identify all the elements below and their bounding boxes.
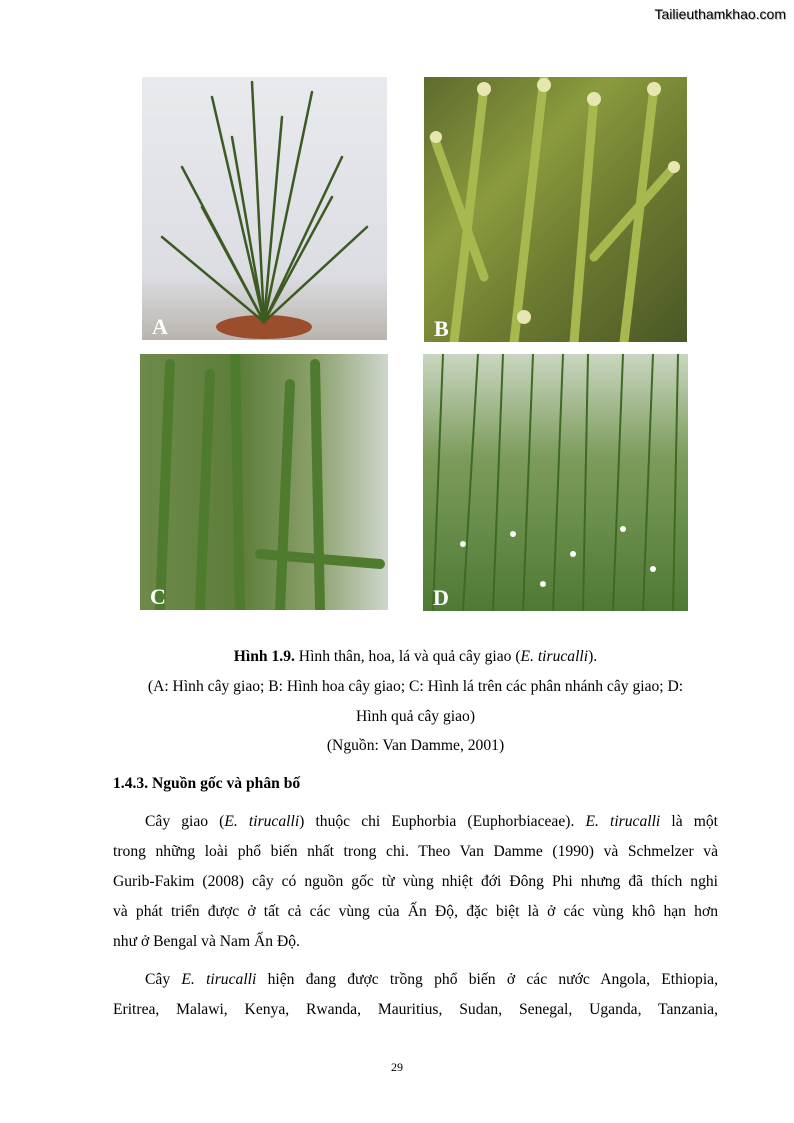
paragraph-line: trong những loài phổ biến nhất trong chi. Theo Van Damme (1990) và Schmelzer và [113, 843, 718, 860]
watermark: Tailieuthamkhao.com [654, 6, 786, 22]
species: E. tirucalli [585, 813, 661, 830]
text: Cây [145, 971, 182, 988]
photo-d-fruits [423, 354, 688, 611]
caption-species: E. tirucalli [520, 648, 589, 665]
paragraph-line: như ở Bengal và Nam Ấn Độ. [113, 933, 300, 950]
panel-label: C [150, 584, 166, 609]
caption-end: ). [588, 648, 598, 665]
text: ) thuộc chi Euphorbia (Euphorbiaceae). [299, 813, 586, 830]
photo-c-branches [140, 354, 388, 610]
figure-caption [113, 642, 718, 672]
text: hiện đang được trồng phổ biến ở các nước Angola, Ethiopia, [256, 971, 718, 988]
page-number: 29 [391, 1060, 403, 1074]
paragraph-line: và phát triển được ở tất cả các vùng của Ấn Độ, đặc biệt là ở các vùng khô hạn hơn [113, 903, 718, 920]
figure-legend: (A: Hình cây giao; B: Hình hoa cây giao; C: Hình lá trên các phân nhánh cây giao; D: [147, 678, 684, 695]
figure-source: (Nguồn: Van Damme, 2001) [326, 737, 505, 754]
species: E. tirucalli [181, 971, 257, 988]
text: là một [660, 813, 718, 830]
paragraph-line [113, 965, 718, 995]
species: E. tirucalli [224, 813, 300, 830]
panel-label: A [152, 314, 168, 339]
caption-text: Hình thân, hoa, lá và quả cây giao ( [294, 648, 521, 665]
paragraph-line: Eritrea, Malawi, Kenya, Rwanda, Mauritius, Sudan, Senegal, Uganda, Tanzania, [113, 1001, 718, 1018]
photo-b-flowers [424, 77, 687, 342]
text: Cây giao ( [145, 813, 225, 830]
figure-legend-cont: Hình quả cây giao) [355, 708, 476, 725]
photo-a-whole-plant [142, 77, 387, 340]
panel-label: B [434, 316, 449, 341]
section-heading: 1.4.3. Nguồn gốc và phân bố [113, 775, 301, 792]
paragraph-line: Gurib-Fakim (2008) cây có nguồn gốc từ vùng nhiệt đới Đông Phi nhưng đã thích nghi [113, 873, 718, 890]
panel-label: D [433, 585, 449, 610]
paragraph-line [113, 807, 718, 837]
caption-label: Hình 1.9. [233, 648, 295, 665]
